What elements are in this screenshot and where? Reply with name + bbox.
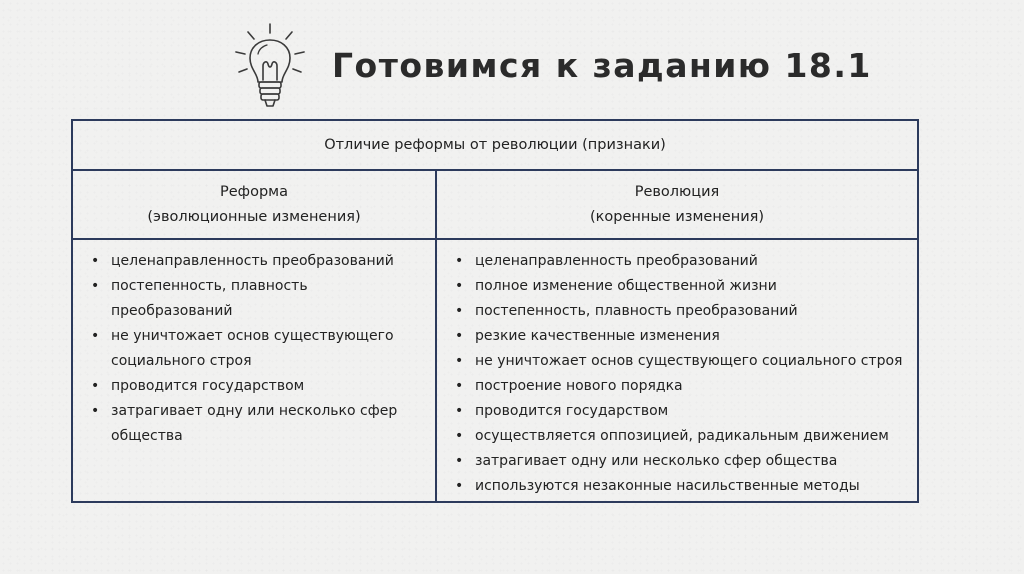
list-item: • проводится государством — [73, 374, 435, 399]
table-header-row — [73, 171, 917, 240]
list-item: • не уничтожает основ существующего социального строя — [73, 324, 435, 374]
reform-heading: Реформа — [220, 183, 288, 200]
list-item: • резкие качественные изменения — [437, 324, 917, 349]
lightbulb-icon — [228, 20, 312, 110]
list-item: • проводится государством — [437, 399, 917, 424]
list-item: • используются незаконные насильственные методы — [437, 474, 917, 499]
list-item: • постепенность, плавность преобразований — [437, 299, 917, 324]
list-item: • осуществляется оппозицией, радикальным движением — [437, 424, 917, 449]
reform-feature-list — [73, 240, 435, 449]
list-item: • затрагивает одну или несколько сфер общества — [73, 399, 435, 449]
revolution-features-cell — [437, 240, 917, 503]
revolution-subheading: (коренные изменения) — [589, 208, 765, 225]
list-item: • не уничтожает основ существующего социального строя — [437, 349, 917, 374]
table-body-row — [73, 240, 917, 503]
page-title: Готовимся к заданию 18.1 — [332, 45, 872, 85]
revolution-feature-list — [437, 240, 917, 499]
reform-header-cell — [73, 171, 437, 238]
table-caption: Отличие реформы от революции (признаки) — [73, 121, 917, 171]
list-item: • затрагивает одну или несколько сфер общества — [437, 449, 917, 474]
reform-subheading: (эволюционные изменения) — [147, 208, 361, 225]
revolution-heading: Революция — [634, 183, 720, 200]
list-item: • построение нового порядка — [437, 374, 917, 399]
list-item: • целенаправленность преобразований — [437, 249, 917, 274]
list-item: • постепенность, плавность преобразований — [73, 274, 435, 324]
list-item: • полное изменение общественной жизни — [437, 274, 917, 299]
list-item: • целенаправленность преобразований — [73, 249, 435, 274]
slide-header — [228, 20, 872, 110]
reform-features-cell — [73, 240, 437, 503]
revolution-header-cell — [437, 171, 917, 238]
comparison-table — [71, 119, 919, 503]
